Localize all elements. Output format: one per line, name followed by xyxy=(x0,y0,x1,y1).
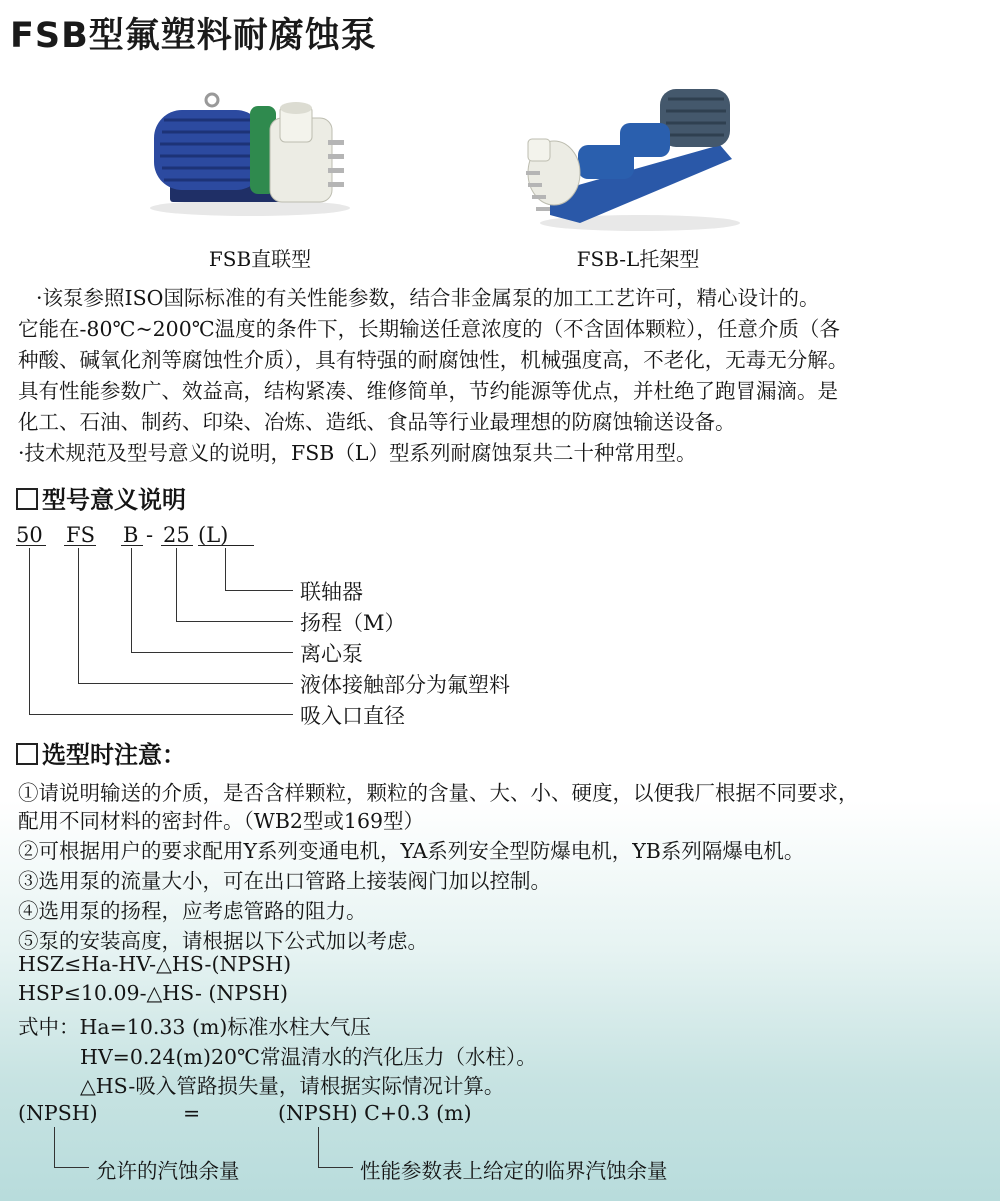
model-meaning-label: 离心泵 xyxy=(300,642,363,666)
npsh-left-bracket xyxy=(54,1127,89,1168)
code-underline xyxy=(198,545,254,546)
intro-line: 具有性能参数广、效益高，结构紧凑、维修简单，节约能源等优点，并杜绝了跑冒漏滴。是 xyxy=(18,379,838,403)
model-meaning-label: 液体接触部分为氟塑料 xyxy=(300,673,510,697)
npsh-right: (NPSH) C+0.3 (m) xyxy=(278,1101,472,1125)
npsh-left: (NPSH) xyxy=(18,1101,98,1125)
fsb-direct-pump-image xyxy=(140,88,360,218)
note-line: ②可根据用户的要求配用Y系列变通电机，YA系列安全型防爆电机，YB系列隔爆电机。 xyxy=(18,839,805,863)
model-code-part: - xyxy=(146,523,154,547)
checkbox-square-icon xyxy=(16,488,38,510)
formula-line: △HS-吸入管路损失量，请根据实际情况计算。 xyxy=(80,1074,505,1098)
page-title: FSB型氟塑料耐腐蚀泵 xyxy=(10,16,377,56)
intro-line: ·该泵参照ISO国际标准的有关性能参数，结合非金属泵的加工工艺许可，精心设计的。 xyxy=(36,286,820,310)
product-caption: FSB直联型 xyxy=(208,247,312,271)
formula-line: HSP≤10.09-△HS- (NPSH) xyxy=(18,981,289,1005)
model-meaning-label: 吸入口直径 xyxy=(300,704,405,728)
intro-line: ·技术规范及型号意义的说明，FSB（L）型系列耐腐蚀泵共二十种常用型。 xyxy=(18,441,697,465)
fsb-l-bracket-pump-image xyxy=(520,75,740,235)
note-line: ①请说明输送的介质，是否含样颗粒，颗粒的含量、大、小、硬度，以便我厂根据不同要求， xyxy=(18,781,859,805)
npsh-equals: = xyxy=(183,1101,201,1125)
code-underline xyxy=(161,545,193,546)
formula-line: HSZ≤Ha-HV-△HS-(NPSH) xyxy=(18,952,292,976)
intro-line: 化工、石油、制药、印染、冶炼、造纸、食品等行业最理想的防腐蚀输送设备。 xyxy=(18,410,736,434)
npsh-right-label: 性能参数表上给定的临界汽蚀余量 xyxy=(360,1159,668,1183)
intro-line: 种酸、碱氧化剂等腐蚀性介质），具有特强的耐腐蚀性，机械强度高，不老化，无毒无分解。 xyxy=(18,348,849,372)
code-underline xyxy=(121,545,143,546)
npsh-left-label: 允许的汽蚀余量 xyxy=(96,1159,240,1183)
note-line: 配用不同材料的密封件。（WB2型或169型） xyxy=(18,809,425,833)
note-line: ③选用泵的流量大小，可在出口管路上接装阀门加以控制。 xyxy=(18,869,551,893)
formula-line: HV=0.24(m)20℃常温清水的汽化压力（水柱）。 xyxy=(80,1045,537,1069)
model-code-part: FS xyxy=(66,523,95,547)
checkbox-square-icon xyxy=(16,743,38,765)
note-line: ⑤泵的安装高度，请根据以下公式加以考虑。 xyxy=(18,929,428,953)
intro-line: 它能在-80℃~200℃温度的条件下，长期输送任意浓度的（不含固体颗粒），任意介质（各 xyxy=(18,317,840,341)
selection-notes-heading: 选型时注意： xyxy=(16,735,186,770)
formula-line: 式中：Ha=10.33 (m)标准水柱大气压 xyxy=(18,1015,371,1039)
model-code-part: (L) xyxy=(198,523,229,547)
note-line: ④选用泵的扬程，应考虑管路的阻力。 xyxy=(18,899,367,923)
model-code-part: 25 xyxy=(163,523,190,547)
model-meaning-label: 联轴器 xyxy=(300,580,363,604)
model-code-part: B xyxy=(123,523,139,547)
product-caption: FSB-L托架型 xyxy=(576,247,700,271)
code-underline xyxy=(64,545,96,546)
model-meaning-heading: 型号意义说明 xyxy=(16,480,186,515)
intro-paragraph xyxy=(18,283,988,469)
npsh-right-bracket xyxy=(318,1127,353,1168)
code-underline xyxy=(16,545,46,546)
model-code-part: 50 xyxy=(16,523,43,547)
model-meaning-label: 扬程（M） xyxy=(300,611,406,635)
leader-line xyxy=(29,548,293,715)
